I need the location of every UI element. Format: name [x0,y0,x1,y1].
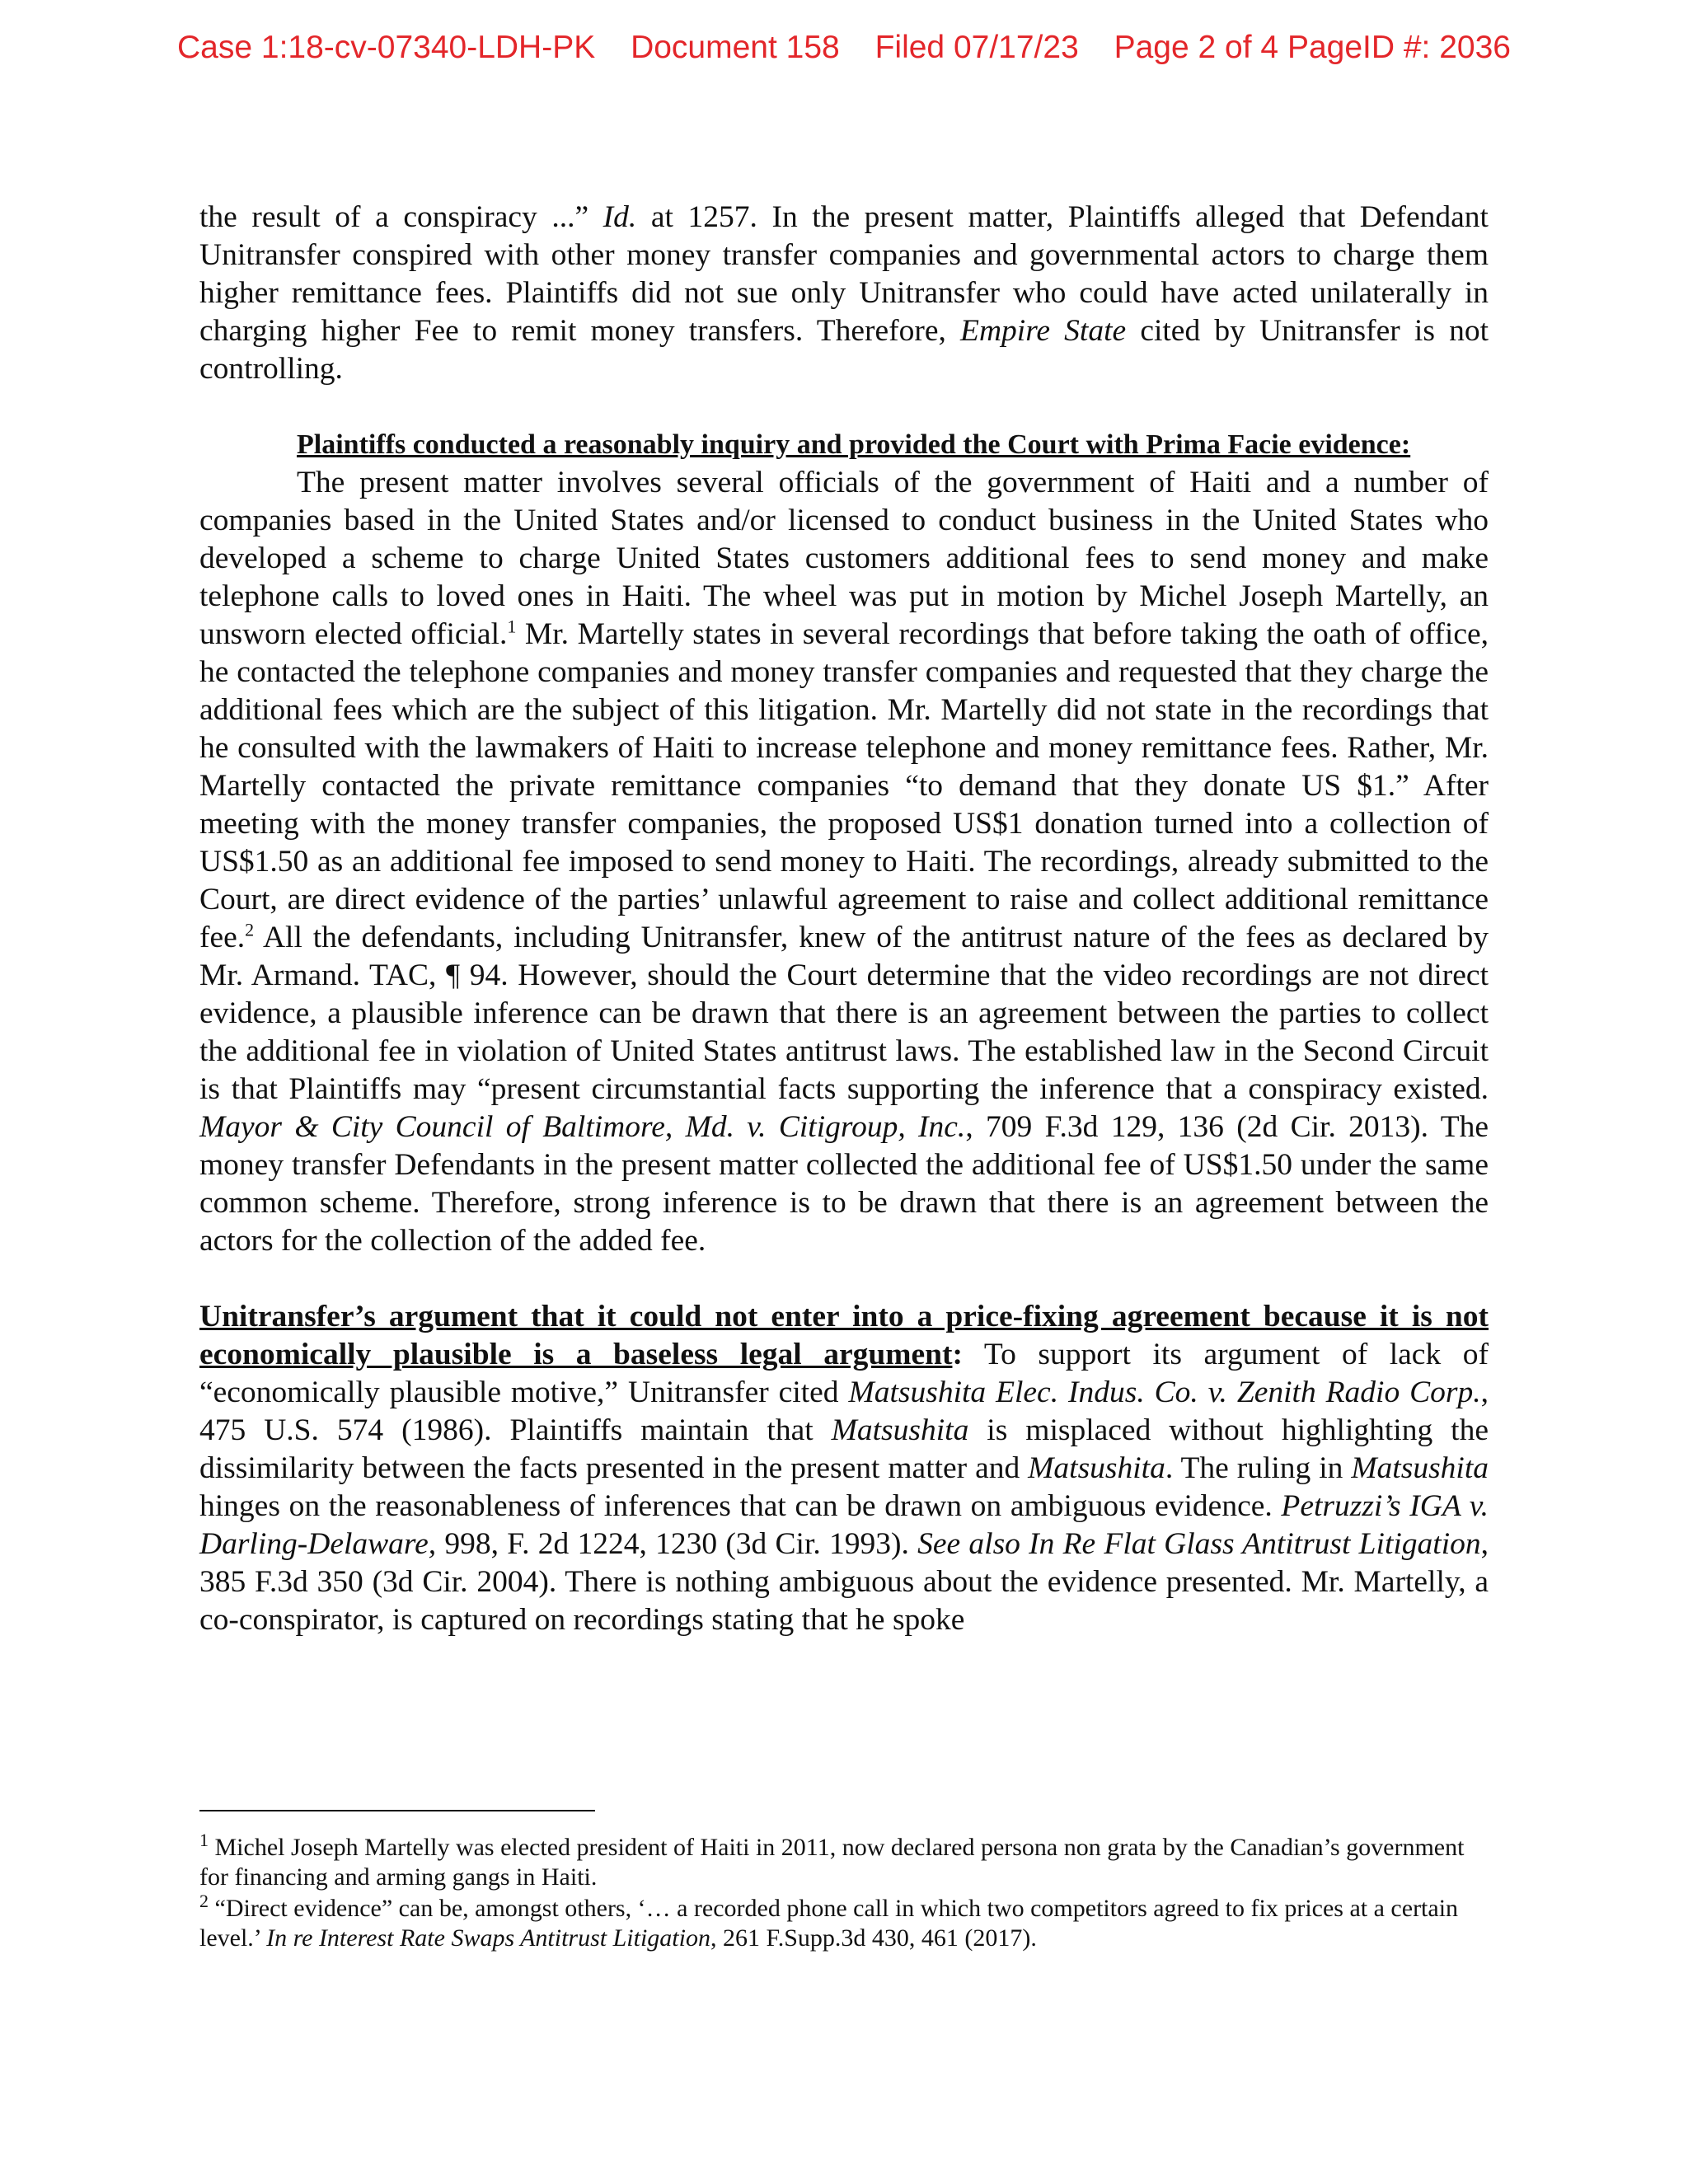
footnotes [199,1830,1489,1955]
text-run: : [952,1338,963,1371]
body-text [199,199,1489,1639]
section-heading-prima-facie: Plaintiffs conducted a reasonably inquiry and provided the Court with Prima Facie evidence: [297,429,1411,460]
footnote-1 [199,1830,1489,1892]
footnote-divider [199,1810,595,1811]
case-number: Case 1:18-cv-07340-LDH-PK [177,30,596,65]
citation: Matsushita Elec. Indus. Co. v. Zenith Radio Corp. [848,1376,1481,1409]
citation: Mayor & City Council of Baltimore, Md. v. Citigroup, Inc. [199,1110,966,1144]
section-heading-inline: Unitransfer’s argument that it could not enter into a price-fixing agreement because it is not economically plausible is a baseless legal argument [199,1300,1489,1371]
footnote-ref: 1 [507,616,517,637]
citation: Id. [603,200,637,234]
text-run: the result of a conspiracy ...” [199,200,603,234]
text-run: . The ruling in [1165,1451,1352,1485]
paragraph-evidence [199,464,1489,1260]
footnote-number: 1 [199,1830,209,1850]
document-number: Document 158 [631,30,840,65]
text-run: All the defendants, including Unitransfer, knew of the antitrust nature of the fees as declared by Mr. Armand. TAC, ¶ 94. However, should the Court determine that the video recordings are not direct evidence, a plausible inference can be drawn that there is an agreement between the parties to collect the additional fee in violation of United States antitrust laws. The established law in the Second Circuit is that Plaintiffs may “present circumstantial facts supporting the inference that a conspiracy existed. [199,921,1489,1106]
footnote-2 [199,1891,1489,1953]
citation: Matsushita [1028,1451,1165,1485]
case-header [0,30,1688,66]
text-run: To support its argument of lack of “economically plausible motive,” Unitransfer cited [199,1338,1489,1409]
footnote-text: “Direct evidence” can be, amongst others, ‘… a recorded phone call in which two competitors agreed to fix prices at a certain level.’ [199,1895,1459,1952]
text-run: , 475 U.S. 574 (1986). Plaintiffs maintain that [199,1376,1489,1447]
citation: Matsushita [831,1413,969,1447]
text-run: , 709 F.3d 129, 136 (2d Cir. 2013). The money transfer Defendants in the present matter collected the additional fee of US$1.50 under the same common scheme. Therefore, strong inference is to be drawn that there is an agreement between the actors for the collection of the added fee. [199,1110,1489,1258]
citation: See also In Re Flat Glass Antitrust Litigation [917,1527,1481,1561]
citation: In re Interest Rate Swaps Antitrust Litigation [266,1924,710,1952]
footnote-number: 2 [199,1891,209,1911]
text-run: is misplaced without highlighting the dissimilarity between the facts presented in the present matter and [199,1413,1489,1485]
citation: Empire State [960,314,1127,348]
text-run: , 385 F.3d 350 (3d Cir. 2004). There is nothing ambiguous about the evidence presented. Mr. Martelly, a co-conspirator, is captured on recordings stating that he spoke [199,1527,1489,1637]
text-run: The present matter involves several officials of the government of Haiti and a number of companies based in the United States and/or licensed to conduct business in the United States who developed a scheme to charge United States customers additional fees to send money and make telephone calls to loved ones in Haiti. The wheel was put in motion by Michel Joseph Martelly, an unsworn elected official. [199,466,1489,651]
footnote-text: Michel Joseph Martelly was elected president of Haiti in 2011, now declared persona non grata by the Canadian’s government for financing and arming gangs in Haiti. [199,1834,1465,1891]
text-run: hinges on the reasonableness of inferences that can be drawn on ambiguous evidence. [199,1489,1282,1523]
paragraph-economic-plausibility [199,1298,1489,1639]
page-id: Page 2 of 4 PageID #: 2036 [1114,30,1511,65]
footnote-ref: 2 [245,919,255,940]
citation: Petruzzi’s IGA v. Darling-Delaware, [199,1489,1489,1561]
footnote-text: , 261 F.Supp.3d 430, 461 (2017). [710,1924,1037,1952]
text-run: cited by Unitransfer is not controlling. [199,314,1489,386]
filed-date: Filed 07/17/23 [874,30,1079,65]
paragraph-conspiracy [199,199,1489,388]
text-run: Mr. Martelly states in several recordings that before taking the oath of office, he contacted the telephone companies and money transfer companies and requested that they charge the additional fees which are the subject of this litigation. Mr. Martelly did not state in the recordings that he consulted with the lawmakers of Haiti to increase telephone and money remittance fees. Rather, Mr. Martelly contacted the private remittance companies “to demand that they donate US $1.” After meeting with the money transfer companies, the proposed US$1 donation turned into a collection of US$1.50 as an additional fee imposed to send money to Haiti. The recordings, already submitted to the Court, are direct evidence of the parties’ unlawful agreement to raise and collect additional remittance fee. [199,617,1489,954]
text-run: at 1257. In the present matter, Plaintiffs alleged that Defendant Unitransfer conspired with other money transfer companies and governmental actors to charge them higher remittance fees. Plaintiffs did not sue only Unitransfer who could have acted unilaterally in charging higher Fee to remit money transfers. Therefore, [199,200,1489,348]
citation: Matsushita [1351,1451,1489,1485]
text-run: 998, F. 2d 1224, 1230 (3d Cir. 1993). [436,1527,918,1561]
